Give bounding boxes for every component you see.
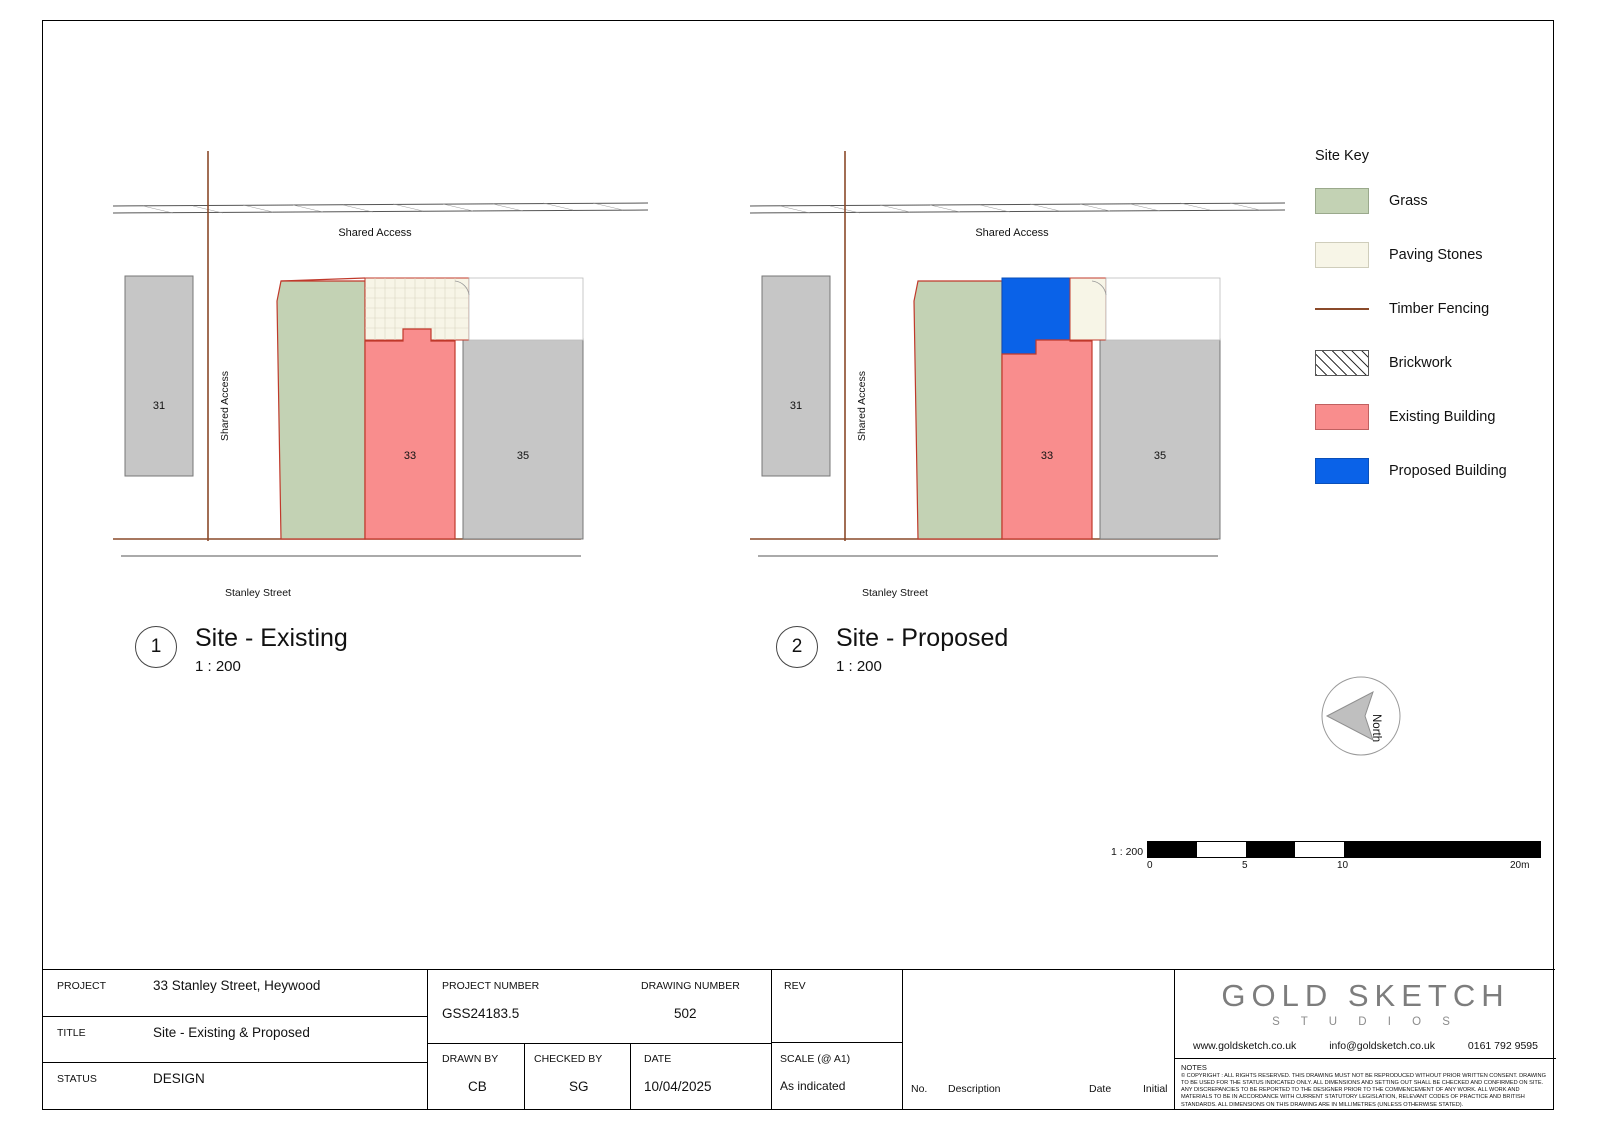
brickwork-hatch-icon xyxy=(1315,350,1369,376)
scale-tick-20: 20m xyxy=(1510,860,1530,871)
revision-col-date: Date xyxy=(1089,1083,1112,1095)
svg-text:Shared Access: Shared Access xyxy=(975,227,1049,239)
rev-label: REV xyxy=(784,980,806,992)
status-row xyxy=(43,1063,428,1110)
scale-bar-segment xyxy=(1344,842,1393,857)
site-plan-existing xyxy=(103,141,663,601)
existing-building-swatch-icon xyxy=(1315,404,1369,430)
scale-bar-ratio: 1 : 200 xyxy=(1111,846,1144,858)
site-key-item-grass xyxy=(1315,188,1545,214)
company-logo xyxy=(1175,978,1556,1052)
svg-text:33: 33 xyxy=(1040,450,1054,462)
site-key-label-grass: Grass xyxy=(1389,193,1428,209)
scale-value: As indicated xyxy=(780,1079,846,1093)
scale-tick-10: 10 xyxy=(1337,860,1349,871)
site-key-item-fencing xyxy=(1315,296,1545,322)
scale-bar-segment xyxy=(1491,842,1540,857)
scale-cell xyxy=(772,1043,903,1110)
view-label-existing: Site - Existing xyxy=(195,624,348,652)
checked-by-cell xyxy=(524,1043,631,1110)
revision-table xyxy=(903,970,1174,1110)
scale-tick-0: 0 xyxy=(1147,860,1153,871)
grass-swatch-icon xyxy=(1315,188,1369,214)
project-row xyxy=(43,970,428,1017)
site-key xyxy=(1315,148,1545,512)
north-arrow-icon xyxy=(1321,676,1401,756)
svg-text:31: 31 xyxy=(789,400,803,412)
timber-fencing-line-icon xyxy=(1315,296,1369,322)
svg-text:Stanley Street: Stanley Street xyxy=(225,587,291,599)
status-value: DESIGN xyxy=(153,1071,205,1086)
title-block-middle xyxy=(428,970,772,1110)
view-title-proposed xyxy=(776,626,1008,675)
site-plan-existing-svg xyxy=(103,141,663,601)
date-label: DATE xyxy=(644,1053,672,1065)
svg-text:Shared Access: Shared Access xyxy=(338,227,412,239)
north-arrow xyxy=(1321,676,1401,756)
site-plan-proposed-svg xyxy=(740,141,1300,601)
rev-cell xyxy=(772,970,903,1043)
notes-box xyxy=(1175,1058,1556,1110)
scale-bar-segment xyxy=(1442,842,1491,857)
status-label: STATUS xyxy=(57,1073,97,1085)
checked-by-value: SG xyxy=(569,1079,589,1094)
checked-by-label: CHECKED BY xyxy=(534,1053,603,1065)
svg-text:35: 35 xyxy=(1153,450,1167,462)
title-row xyxy=(43,1017,428,1063)
drawn-by-label: DRAWN BY xyxy=(442,1053,499,1065)
title-label: TITLE xyxy=(57,1027,86,1039)
drawing-number-value: 502 xyxy=(674,1006,697,1021)
date-cell xyxy=(630,1043,772,1110)
project-number-value: GSS24183.5 xyxy=(442,1006,520,1021)
site-key-label-existing-building: Existing Building xyxy=(1389,409,1496,425)
north-arrow-label: North xyxy=(1370,714,1382,743)
scale-tick-5: 5 xyxy=(1242,860,1248,871)
scale-bar-segment xyxy=(1197,842,1246,857)
site-key-item-paving xyxy=(1315,242,1545,268)
svg-text:Shared Access: Shared Access xyxy=(856,370,868,442)
view-title-existing xyxy=(135,626,348,675)
logo-wordmark: GOLD SKETCH xyxy=(1221,978,1510,1013)
project-label: PROJECT xyxy=(57,980,107,992)
revision-col-no: No. xyxy=(911,1083,928,1095)
revision-col-description: Description xyxy=(948,1083,1001,1095)
project-value: 33 Stanley Street, Heywood xyxy=(153,978,321,993)
logo-subtitle: S T U D I O S xyxy=(1272,1016,1459,1028)
drawn-by-cell xyxy=(428,1043,525,1110)
project-number-label: PROJECT NUMBER xyxy=(442,980,540,992)
site-key-item-brickwork xyxy=(1315,350,1545,376)
site-key-title: Site Key xyxy=(1315,148,1369,164)
site-key-item-proposed-building xyxy=(1315,458,1545,484)
scale-bar-ticks xyxy=(1147,860,1539,874)
scale-bar-segment xyxy=(1295,842,1344,857)
logo-email[interactable]: info@goldsketch.co.uk xyxy=(1329,1040,1436,1052)
site-plan-proposed xyxy=(740,141,1300,601)
revision-col-initial: Initial xyxy=(1143,1083,1168,1095)
view-scale-proposed: 1 : 200 xyxy=(836,658,882,675)
view-scale-existing: 1 : 200 xyxy=(195,658,241,675)
date-value: 10/04/2025 xyxy=(644,1079,712,1094)
notes-title: NOTES xyxy=(1181,1063,1207,1072)
drawn-by-value: CB xyxy=(468,1079,487,1094)
site-key-label-fencing: Timber Fencing xyxy=(1389,301,1490,317)
scale-label: SCALE (@ A1) xyxy=(780,1053,851,1065)
svg-text:31: 31 xyxy=(152,400,166,412)
view-label-proposed: Site - Proposed xyxy=(836,624,1009,652)
title-block-left xyxy=(43,970,428,1110)
site-key-label-proposed-building: Proposed Building xyxy=(1389,463,1507,479)
svg-text:33: 33 xyxy=(403,450,417,462)
drawing-number-cell xyxy=(641,970,772,1044)
project-number-cell xyxy=(428,970,641,1044)
paving-swatch-icon xyxy=(1315,242,1369,268)
proposed-building-swatch-icon xyxy=(1315,458,1369,484)
logo-and-notes-panel xyxy=(1174,970,1555,1110)
drawing-sheet xyxy=(42,20,1554,1110)
site-key-label-paving: Paving Stones xyxy=(1389,247,1483,263)
view-number-existing: 1 xyxy=(135,626,177,668)
title-value: Site - Existing & Proposed xyxy=(153,1025,310,1040)
svg-text:Stanley Street: Stanley Street xyxy=(862,587,928,599)
logo-phone: 0161 792 9595 xyxy=(1467,1040,1538,1052)
svg-text:Shared Access: Shared Access xyxy=(219,370,231,442)
site-key-item-existing-building xyxy=(1315,404,1545,430)
svg-text:35: 35 xyxy=(516,450,530,462)
scale-bar-segment xyxy=(1393,842,1442,857)
view-number-proposed: 2 xyxy=(776,626,818,668)
scale-bar-segment xyxy=(1148,842,1197,857)
drawing-number-label: DRAWING NUMBER xyxy=(641,980,740,992)
site-key-label-brickwork: Brickwork xyxy=(1389,355,1452,371)
title-block xyxy=(43,969,1555,1109)
notes-body: © COPYRIGHT : ALL RIGHTS RESERVED. THIS DRAWING MUST NOT BE REPRODUCED WITHOUT PRIOR WRITTEN CONSENT. DRAWING TO BE USED FOR THE STATUS INDICATED ONLY. ALL DIMENSIONS AND SETTING OUT SHALL BE CHECKED AND CONFIRMED ON SITE. ANY DISCREPANCIES TO BE REPORTED TO THE DESIGNER PRIOR TO THE COMMENCEMENT OF ANY WORK. ALL WORK AND MATERIALS TO BE IN ACCORDANCE WITH CURRENT STATUTORY LEGISLATION, RELEVANT CODES OF PRACTICE AND BRITISH STANDARDS. ALL DIMENSIONS ON THIS DRAWING ARE IN MILLIMETRES (UNLESS OTHERWISE STATED). xyxy=(1181,1073,1546,1108)
logo-website[interactable]: www.goldsketch.co.uk xyxy=(1193,1040,1297,1052)
scale-bar-segment xyxy=(1246,842,1295,857)
scale-bar-graphic xyxy=(1147,841,1541,858)
